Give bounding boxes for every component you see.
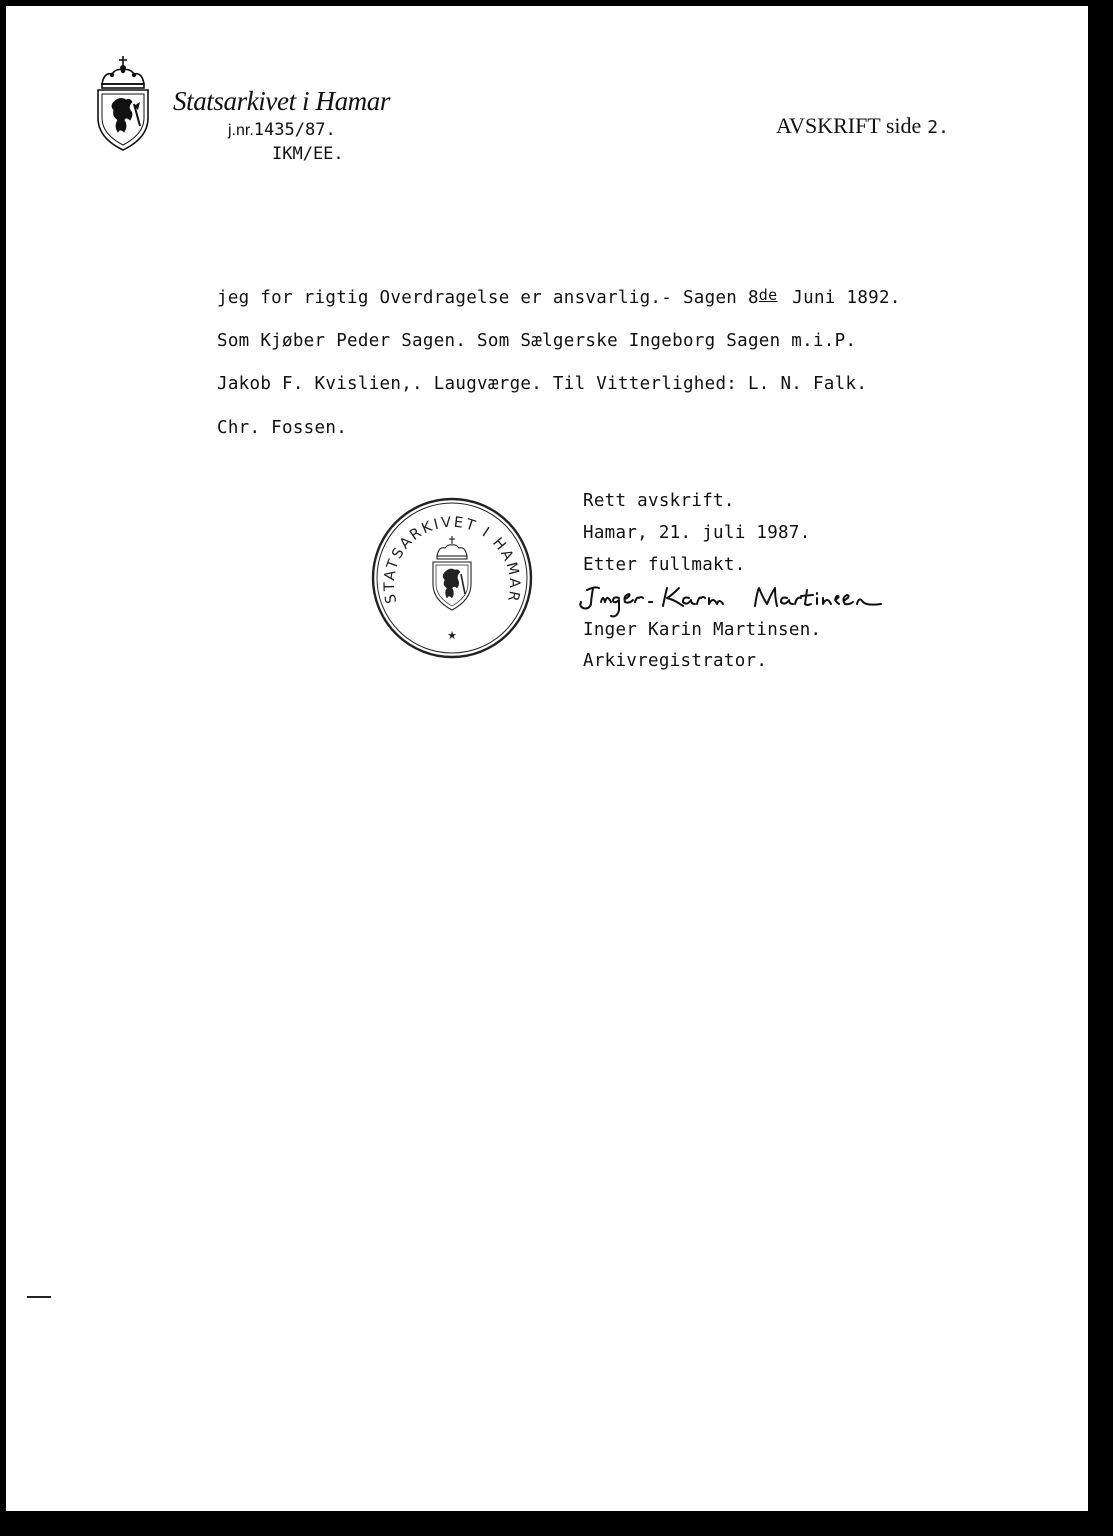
body-line-1-before: jeg for rigtig Overdragelse er ansvarlig.- Sagen 8 xyxy=(217,288,759,308)
certification-line-3: Etter fullmakt. xyxy=(583,555,746,575)
journal-label: j.nr. xyxy=(228,122,254,139)
paper-sheet xyxy=(6,6,1088,1511)
body-line-1-after: Juni 1892. xyxy=(781,288,901,308)
body-line-2: Som Kjøber Peder Sagen. Som Sælgerske Ingeborg Sagen m.i.P. xyxy=(217,331,857,351)
official-seal-icon xyxy=(370,496,534,660)
signatory-title: Arkivregistrator. xyxy=(583,651,768,671)
initials: IKM/EE. xyxy=(272,144,344,164)
handwritten-signature xyxy=(575,582,890,624)
journal-number xyxy=(228,120,336,140)
certification-line-1: Rett avskrift. xyxy=(583,491,735,511)
superscript-ordinal: de xyxy=(758,286,778,304)
signatory-name: Inger Karin Martinsen. xyxy=(583,620,822,640)
certification-line-2: Hamar, 21. juli 1987. xyxy=(583,523,811,543)
margin-mark xyxy=(27,1296,51,1298)
page-number: 2. xyxy=(927,117,949,138)
seal-text: STATSARKIVET I HAMAR xyxy=(381,514,523,605)
institution-name: Statsarkivet i Hamar xyxy=(173,86,390,116)
body-line-4: Chr. Fossen. xyxy=(217,418,348,438)
copy-label: AVSKRIFT side xyxy=(776,113,922,138)
seal-star-icon: ★ xyxy=(447,629,457,642)
body-line-3: Jakob F. Kvislien,. Laugværge. Til Vitterlighed: L. N. Falk. xyxy=(217,374,868,394)
journal-value: 1435/87. xyxy=(253,120,336,140)
coat-of-arms-icon xyxy=(90,54,156,154)
body-line-1 xyxy=(217,288,901,308)
copy-header xyxy=(776,113,949,139)
